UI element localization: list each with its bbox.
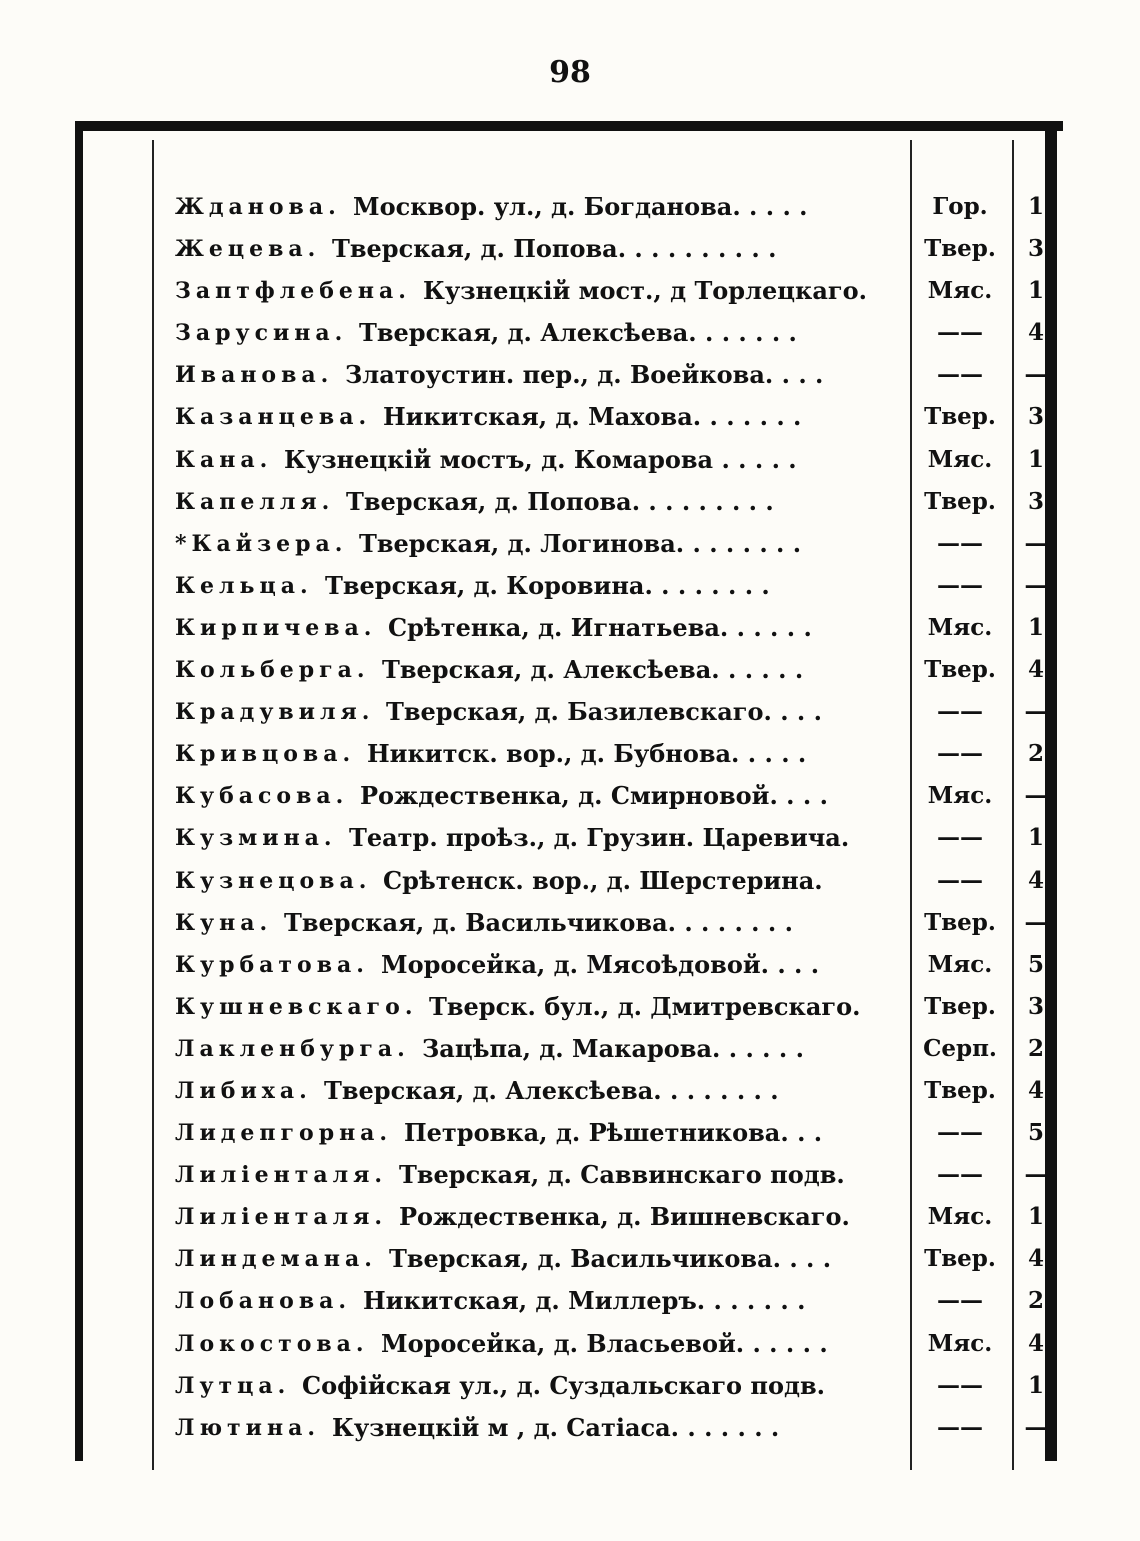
entry-name: Казанцева. (175, 404, 372, 431)
entry-number: 1 (1027, 1203, 1044, 1231)
directory-row (175, 270, 1045, 312)
entry-district: —— (937, 824, 983, 852)
entry-number: 1 (1027, 193, 1044, 220)
directory-row (175, 481, 1045, 523)
entry-name: Кубасова. (175, 783, 349, 810)
entry-name: Либиха. (175, 1077, 312, 1104)
directory-row (175, 1196, 1045, 1238)
directory-row (175, 1407, 1048, 1449)
entry-district: Мяс. (927, 613, 993, 641)
page-number: 98 (549, 55, 591, 90)
directory-row (175, 186, 1045, 228)
entry-address: Рождественка, д. Вишневскаго. (399, 1202, 850, 1232)
entry-address: Никитская, д. Махова. . . . . . . (383, 402, 802, 432)
entry-name: Лакленбурга. (175, 1035, 410, 1062)
entry-number: — (1024, 782, 1048, 810)
entry-number: 4 (1027, 1329, 1044, 1357)
entry-name: Лютина. (175, 1414, 320, 1441)
entry-district: Мяс. (927, 1329, 993, 1357)
entry-number: 2 (1027, 1287, 1044, 1315)
entry-name: Курбатова. (175, 951, 369, 978)
entry-number: 4 (1027, 656, 1044, 684)
directory-row (175, 1154, 1048, 1196)
entry-district: Твер. (924, 235, 996, 263)
directory-row (175, 1238, 1045, 1280)
entry-name: Линдемана. (175, 1246, 377, 1273)
directory-row (175, 396, 1045, 438)
column-divider-left (152, 140, 154, 1470)
entry-district: Твер. (924, 908, 996, 936)
entry-district: —— (937, 361, 983, 389)
entry-address: Тверская, д. Алексѣева. . . . . . . (359, 318, 797, 348)
entry-address: Тверская, д. Васильчикова. . . . (389, 1244, 832, 1274)
entry-number: — (1024, 1161, 1048, 1189)
entry-name: Лобанова. (175, 1288, 352, 1315)
entry-district: Твер. (924, 656, 996, 684)
entry-district: Твер. (924, 403, 996, 431)
entry-number: — (1024, 571, 1048, 599)
entry-number: 3 (1027, 235, 1044, 263)
entry-number: 3 (1027, 487, 1044, 515)
entry-number: 4 (1027, 319, 1044, 347)
entry-address: Кузнецкій мостъ, д. Комарова . . . . . (284, 444, 797, 474)
entry-district: Твер. (924, 1245, 996, 1273)
entry-number: 5 (1027, 950, 1044, 978)
entry-number: 1 (1027, 1371, 1044, 1399)
entry-district: Мяс. (927, 1203, 993, 1231)
directory-row (175, 1112, 1045, 1154)
entry-district: Твер. (924, 992, 996, 1020)
entry-district: —— (937, 1287, 983, 1315)
directory-row (175, 1070, 1045, 1112)
entry-address: Тверская, д. Коровина. . . . . . . . (325, 570, 770, 600)
entry-district: —— (937, 571, 983, 599)
directory-row (175, 944, 1045, 986)
entry-name: Лиліенталя. (175, 1204, 388, 1231)
entry-address: Тверская, д. Попова. . . . . . . . . (346, 486, 774, 516)
entry-number: 1 (1027, 613, 1044, 641)
entry-district: Серп. (923, 1034, 997, 1062)
directory-row (175, 439, 1045, 481)
entry-district: —— (937, 1413, 983, 1441)
entry-address: Тверская, д. Васильчикова. . . . . . . . (284, 907, 793, 937)
entry-number: 4 (1027, 1245, 1044, 1273)
directory-row (175, 1365, 1045, 1407)
directory-row (175, 775, 1048, 817)
entry-address: Тверская, д. Алексѣева. . . . . . (382, 655, 804, 685)
directory-row (175, 523, 1048, 565)
entry-district: —— (937, 740, 983, 768)
entry-number: 3 (1027, 992, 1044, 1020)
directory-row (175, 1280, 1045, 1322)
entry-address: Тверская, д. Алексѣева. . . . . . . . (324, 1075, 779, 1105)
entry-district: —— (937, 529, 983, 557)
entry-district: Твер. (924, 487, 996, 515)
entry-name: Кана. (175, 446, 273, 473)
entry-name: Кушневскаго. (175, 993, 418, 1020)
entry-number: 1 (1027, 824, 1044, 852)
entry-name: Кривцова. (175, 741, 356, 768)
directory-row (175, 691, 1048, 733)
entry-number: — (1024, 908, 1048, 936)
entry-address: Москвор. ул., д. Богданова. . . . . (353, 192, 808, 221)
entry-name: Кузнецова. (175, 867, 372, 894)
entry-district: Гор. (932, 193, 988, 220)
directory-row (175, 228, 1045, 270)
entry-address: Никитская, д. Миллеръ. . . . . . . (363, 1286, 806, 1316)
entry-address: Никитск. вор., д. Бубнова. . . . . (367, 739, 807, 769)
entry-name: Жецева. (175, 236, 321, 263)
directory-row (175, 902, 1048, 944)
entry-number: 3 (1027, 403, 1044, 431)
entry-number: 4 (1027, 1076, 1044, 1104)
entry-address: Моросейка, д. Мясоѣдовой. . . . (381, 949, 820, 979)
entry-address: Златоустин. пер., д. Воейкова. . . . (345, 360, 824, 390)
entry-address: Тверская, д. Логинова. . . . . . . . (359, 528, 802, 558)
entry-address: Срѣтенка, д. Игнатьева. . . . . . (388, 612, 812, 642)
entry-name: Капелля. (175, 488, 335, 515)
entry-name: Жданова. (175, 194, 341, 220)
directory-row (175, 1323, 1045, 1365)
directory-row (175, 565, 1048, 607)
entry-district: Мяс. (927, 445, 993, 473)
directory-row (175, 649, 1045, 691)
entry-name: Лутца. (175, 1372, 291, 1399)
entry-name: Лиліенталя. (175, 1162, 388, 1189)
entry-number: — (1024, 698, 1048, 726)
entry-district: —— (937, 1371, 983, 1399)
entry-address: Тверская, д. Саввинскаго подв. (399, 1160, 845, 1190)
entry-address: Тверская, д. Попова. . . . . . . . . . (332, 234, 777, 264)
entry-address: Кузнецкій мост., д Торлецкаго. (423, 276, 867, 306)
entry-address: Зацѣпа, д. Макарова. . . . . . (422, 1033, 804, 1063)
entry-district: Мяс. (927, 950, 993, 978)
entry-address: Тверск. бул., д. Дмитревскаго. (429, 991, 861, 1021)
entry-district: —— (937, 1119, 983, 1147)
entry-district: Мяс. (927, 277, 993, 305)
entry-name: Крадувиля. (175, 699, 375, 726)
directory-row (175, 860, 1045, 902)
entry-name: Лидепгорна. (175, 1120, 393, 1147)
entry-number: — (1024, 1413, 1048, 1441)
entry-number: 1 (1027, 277, 1044, 305)
left-border (75, 121, 83, 1461)
entry-name: Заптфлебена. (175, 278, 411, 305)
entry-name: Кельца. (175, 572, 313, 599)
entry-name: Локостова. (175, 1330, 369, 1357)
entry-name: Иванова. (175, 362, 334, 389)
entry-number: 1 (1027, 445, 1044, 473)
entry-name: Зарусина. (175, 320, 348, 347)
directory-row (175, 986, 1045, 1028)
entry-name: *Кайзера. (175, 530, 348, 557)
directory-row (175, 1028, 1045, 1070)
entry-address: Моросейка, д. Власьевой. . . . . . (381, 1328, 828, 1358)
entry-address: Театр. проѣз., д. Грузин. Царевича. (349, 823, 850, 853)
entry-number: 4 (1027, 866, 1044, 894)
directory-row (175, 733, 1045, 775)
directory-row (175, 312, 1045, 354)
entry-number: — (1024, 361, 1048, 389)
entry-district: —— (937, 1161, 983, 1189)
entry-address: Петровка, д. Рѣшетникова. . . (404, 1118, 823, 1148)
directory-list (175, 186, 1048, 1449)
entry-number: 5 (1027, 1119, 1044, 1147)
directory-row (175, 607, 1045, 649)
entry-name: Куна. (175, 909, 273, 936)
entry-number: — (1024, 529, 1048, 557)
entry-district: —— (937, 866, 983, 894)
entry-name: Кольберга. (175, 657, 370, 684)
entry-number: 2 (1027, 740, 1044, 768)
entry-address: Рождественка, д. Смирновой. . . . (360, 781, 828, 811)
entry-district: Твер. (924, 1076, 996, 1104)
directory-row (175, 817, 1045, 859)
entry-name: Кирпичева. (175, 614, 377, 641)
top-rule (75, 121, 1063, 131)
entry-name: Кузмина. (175, 825, 337, 852)
entry-address: Кузнецкій м , д. Сатіаса. . . . . . . (332, 1412, 780, 1442)
entry-district: —— (937, 319, 983, 347)
entry-address: Софійская ул., д. Суздальскаго подв. (302, 1370, 826, 1400)
entry-district: Мяс. (927, 782, 993, 810)
entry-number: 2 (1027, 1034, 1044, 1062)
directory-row (175, 354, 1048, 396)
entry-address: Тверская, д. Базилевскаго. . . . (386, 697, 822, 727)
entry-district: —— (937, 698, 983, 726)
entry-address: Срѣтенск. вор., д. Шерстерина. (383, 865, 823, 895)
